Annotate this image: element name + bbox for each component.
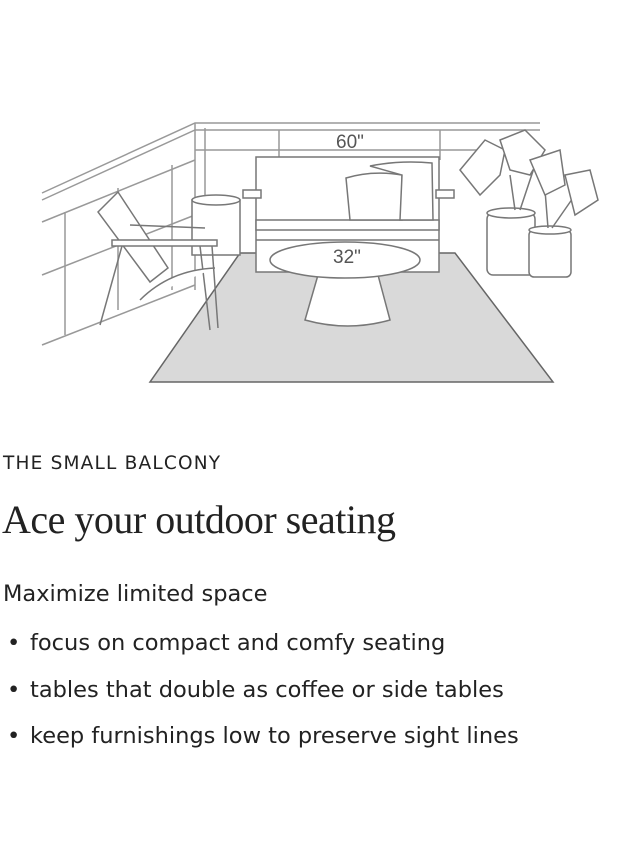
section-subtitle: Maximize limited space xyxy=(3,581,268,607)
sofa-width-label: 60" xyxy=(336,132,364,153)
planters xyxy=(460,130,598,277)
section-title: Ace your outdoor seating xyxy=(2,497,396,542)
list-item xyxy=(0,677,519,724)
balcony-illustration xyxy=(0,0,640,400)
list-item-text: tables that double as coffee or side tables xyxy=(30,676,504,703)
bullet-icon: • xyxy=(7,676,21,703)
list-item-text: keep furnishings low to preserve sight lines xyxy=(30,723,519,749)
table-diameter-label: 32" xyxy=(333,247,361,268)
list-item xyxy=(0,630,519,677)
list-item xyxy=(0,723,519,770)
list-item-text: focus on compact and comfy seating xyxy=(30,630,446,656)
bullet-icon: • xyxy=(7,630,21,656)
section-eyebrow: THE SMALL BALCONY xyxy=(3,453,222,474)
bullet-icon: • xyxy=(7,723,21,749)
tips-list xyxy=(0,630,519,770)
